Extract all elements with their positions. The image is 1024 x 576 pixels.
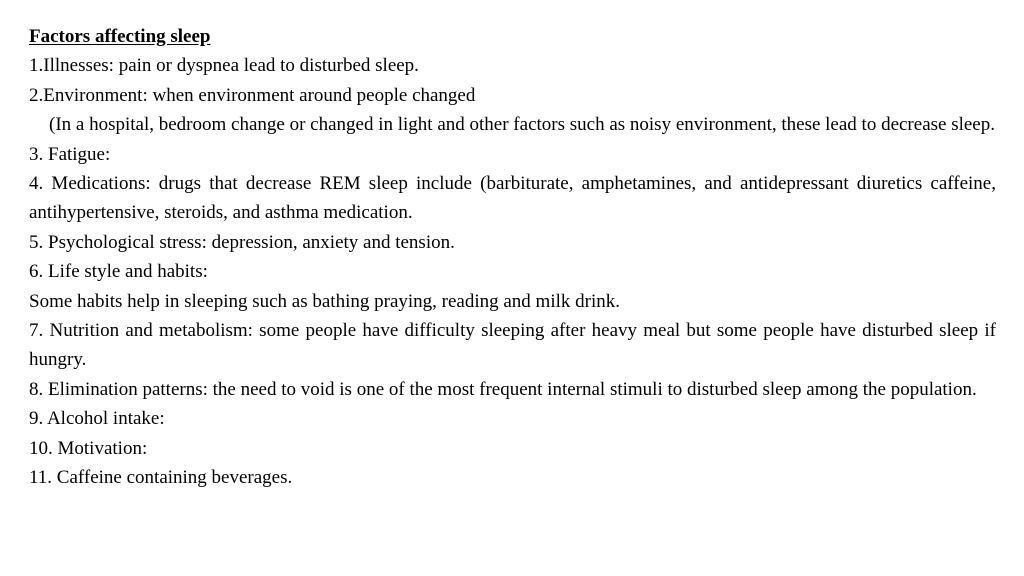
factor-medications: 4. Medications: drugs that decrease REM sleep include (barbiturate, amphetamines, and antidepressant diuretics caffeine, antihypertensive, steroids, and asthma medication. [29, 173, 996, 224]
factor-psychological-stress: 5. Psychological stress: depression, anxiety and tension. [29, 231, 455, 253]
factor-environment: 2.Environment: when environment around people changed [29, 84, 476, 106]
factor-caffeine: 11. Caffeine containing beverages. [29, 467, 293, 489]
factor-life-style: 6. Life style and habits: [29, 261, 208, 283]
factor-elimination: 8. Elimination patterns: the need to void is one of the most frequent internal stimuli to disturbed sleep among the population. [29, 378, 977, 400]
factor-illnesses: 1.Illnesses: pain or dyspnea lead to disturbed sleep. [29, 55, 419, 77]
page-title: Factors affecting sleep [29, 26, 211, 47]
life-style-detail: Some habits help in sleeping such as bathing praying, reading and milk drink. [29, 290, 621, 312]
environment-detail: (In a hospital, bedroom change or changed in light and other factors such as noisy environment, these lead to decrease sleep. [49, 114, 995, 136]
factor-alcohol: 9. Alcohol intake: [29, 408, 165, 430]
factor-fatigue: 3. Fatigue: [29, 143, 111, 165]
document-body [29, 22, 996, 493]
factor-nutrition: 7. Nutrition and metabolism: some people have difficulty sleeping after heavy meal but some people have disturbed sleep if hungry. [29, 320, 996, 371]
factor-motivation: 10. Motivation: [29, 437, 148, 459]
